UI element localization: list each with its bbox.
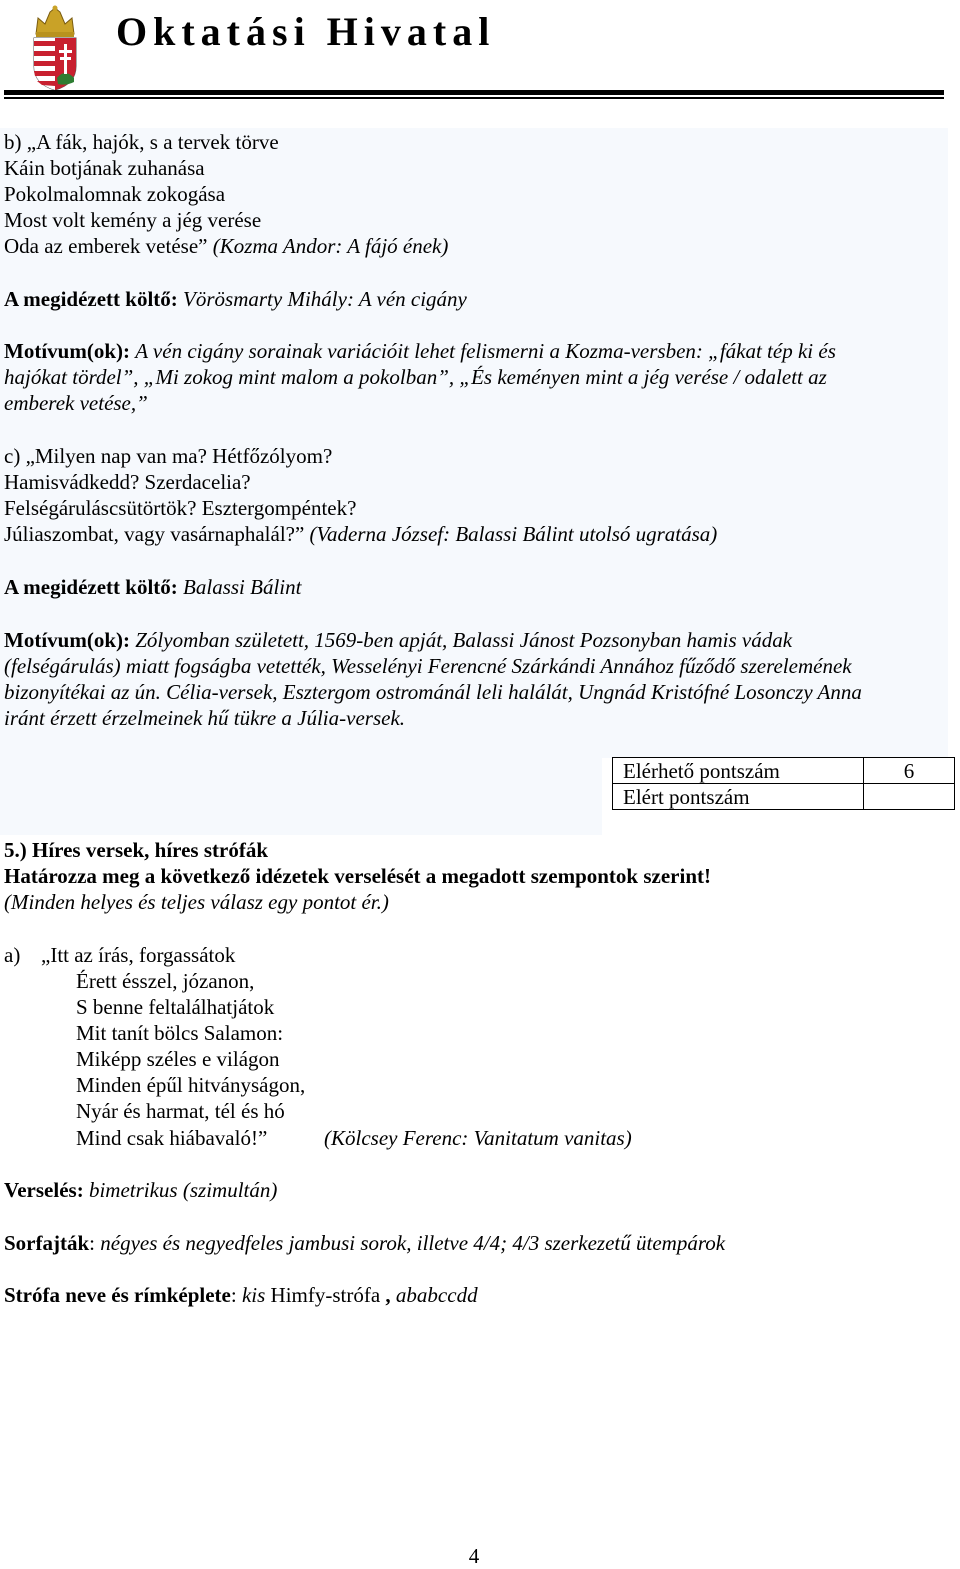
rhyme-scheme: ababccdd [395, 1283, 478, 1307]
poem-line-text: Oda az emberek vetése” [4, 234, 208, 258]
poem-line: „Itt az írás, forgassátok [41, 943, 236, 967]
sorfajtak-row: Sorfajták: négyes és negyedfeles jambusi sorok, illetve 4/4; 4/3 szerkezetű ütempárok [4, 1231, 726, 1255]
motif-row [4, 338, 836, 364]
task-title: 5.) Híres versek, híres strófák [4, 838, 269, 862]
poem-line: Miképp széles e világon [76, 1047, 280, 1071]
poet-row [4, 286, 467, 312]
achieved-points-label: Elért pontszám [613, 784, 864, 810]
strofa-name: Himfy-strófa [270, 1283, 381, 1307]
poet-value: Vörösmarty Mihály: A vén cigány [183, 287, 467, 311]
poem-line: S benne feltalálhatjátok [76, 995, 275, 1019]
page-title: Oktatási Hivatal [116, 9, 496, 54]
poem-line: Minden épűl hitványságon, [76, 1073, 306, 1097]
poem-source: (Kozma Andor: A fájó ének) [212, 234, 449, 258]
verseles-value: bimetrikus (szimultán) [88, 1178, 278, 1202]
score-row-available [613, 758, 955, 784]
poem-line: Mind csak hiábavaló!” [76, 1126, 268, 1150]
achieved-points-field[interactable] [864, 784, 955, 810]
poem-line: Hamisvádkedd? Szerdacelia? [4, 470, 251, 494]
sorfajtak-label: Sorfajták [4, 1231, 90, 1255]
verseles-label: Verselés: [4, 1178, 84, 1202]
available-points-value: 6 [864, 758, 955, 784]
motif-text: A vén cigány sorainak variációit lehet felismerni a Kozma-versben: „fákat tép ki és [135, 339, 836, 363]
header-rule-thick [4, 90, 944, 95]
strofa-row: Strófa neve és rímképlete: kis Himfy-strófa , ababccdd [4, 1283, 478, 1307]
sorfajtak-value: négyes és negyedfeles jambusi sorok, illetve 4/4; 4/3 szerkezetű ütempárok [100, 1231, 726, 1255]
header-rule-thin [4, 97, 944, 99]
strofa-label: Strófa neve és rímképlete [4, 1283, 231, 1307]
poem-line [4, 521, 717, 547]
motif-text: hajókat tördel”, „Mi zokog mint malom a pokolban”, „És keményen mint a jég verése / odalett az [4, 365, 827, 389]
poem-line: Érett ésszel, józanon, [76, 969, 255, 993]
poet-row [4, 574, 301, 600]
score-row-achieved [613, 784, 955, 810]
poem-source: (Kölcsey Ferenc: Vanitatum vanitas) [324, 1126, 632, 1150]
answer-highlight-tail [0, 757, 602, 835]
motif-label: Motívum(ok): [4, 339, 130, 363]
poem-source: (Vaderna József: Balassi Bálint utolsó ugratása) [309, 522, 718, 546]
page-header [0, 0, 960, 100]
poem-line [4, 233, 448, 259]
hungarian-coat-of-arms-icon [28, 4, 82, 92]
poem-line: c) „Milyen nap van ma? Hétfőzólyom? [4, 444, 333, 468]
poem-line: Most volt kemény a jég verése [4, 208, 262, 232]
strofa-value-prefix: kis [241, 1283, 266, 1307]
task-instruction: Határozza meg a következő idézetek verselését a megadott szempontok szerint! [4, 864, 711, 888]
motif-label: Motívum(ok): [4, 628, 130, 652]
verseles-row [4, 1177, 277, 1203]
score-table [612, 757, 955, 810]
item-label: a) [4, 943, 21, 967]
poem-line: Pokolmalomnak zokogása [4, 182, 226, 206]
poet-label: A megidézett költő: [4, 287, 178, 311]
poem-line: b) „A fák, hajók, s a tervek törve [4, 130, 279, 154]
motif-text: bizonyítékai az ún. Célia-versek, Esztergom ostrománál leli halálát, Ungnád Kristófné Losonczy Anna [4, 680, 862, 704]
poem-line: Nyár és harmat, tél és hó [76, 1099, 285, 1123]
poet-value: Balassi Bálint [183, 575, 302, 599]
poem-line: Mit tanít bölcs Salamon: [76, 1021, 284, 1045]
motif-text: Zólyomban született, 1569-ben apját, Balassi Jánost Pozsonyban hamis vádak [135, 628, 793, 652]
poem-line-text: Júliaszombat, vagy vasárnaphalál?” [4, 522, 305, 546]
task-note: (Minden helyes és teljes válasz egy pontot ér.) [4, 890, 389, 914]
motif-text: iránt érzett érzelmeinek hű tükre a Júlia-versek. [4, 706, 406, 730]
poet-label: A megidézett költő: [4, 575, 178, 599]
poem-line: Káin botjának zuhanása [4, 156, 205, 180]
page-number: 4 [468, 1544, 480, 1568]
motif-text: (felségárulás) miatt fogságba vetették, Wesselényi Ferencné Szárkándi Annához fűződő szerelemének [4, 654, 852, 678]
motif-text: emberek vetése,” [4, 391, 148, 415]
available-points-label: Elérhető pontszám [613, 758, 864, 784]
poem-line: Felségáruláscsütörtök? Esztergompéntek? [4, 496, 357, 520]
motif-row [4, 627, 792, 653]
